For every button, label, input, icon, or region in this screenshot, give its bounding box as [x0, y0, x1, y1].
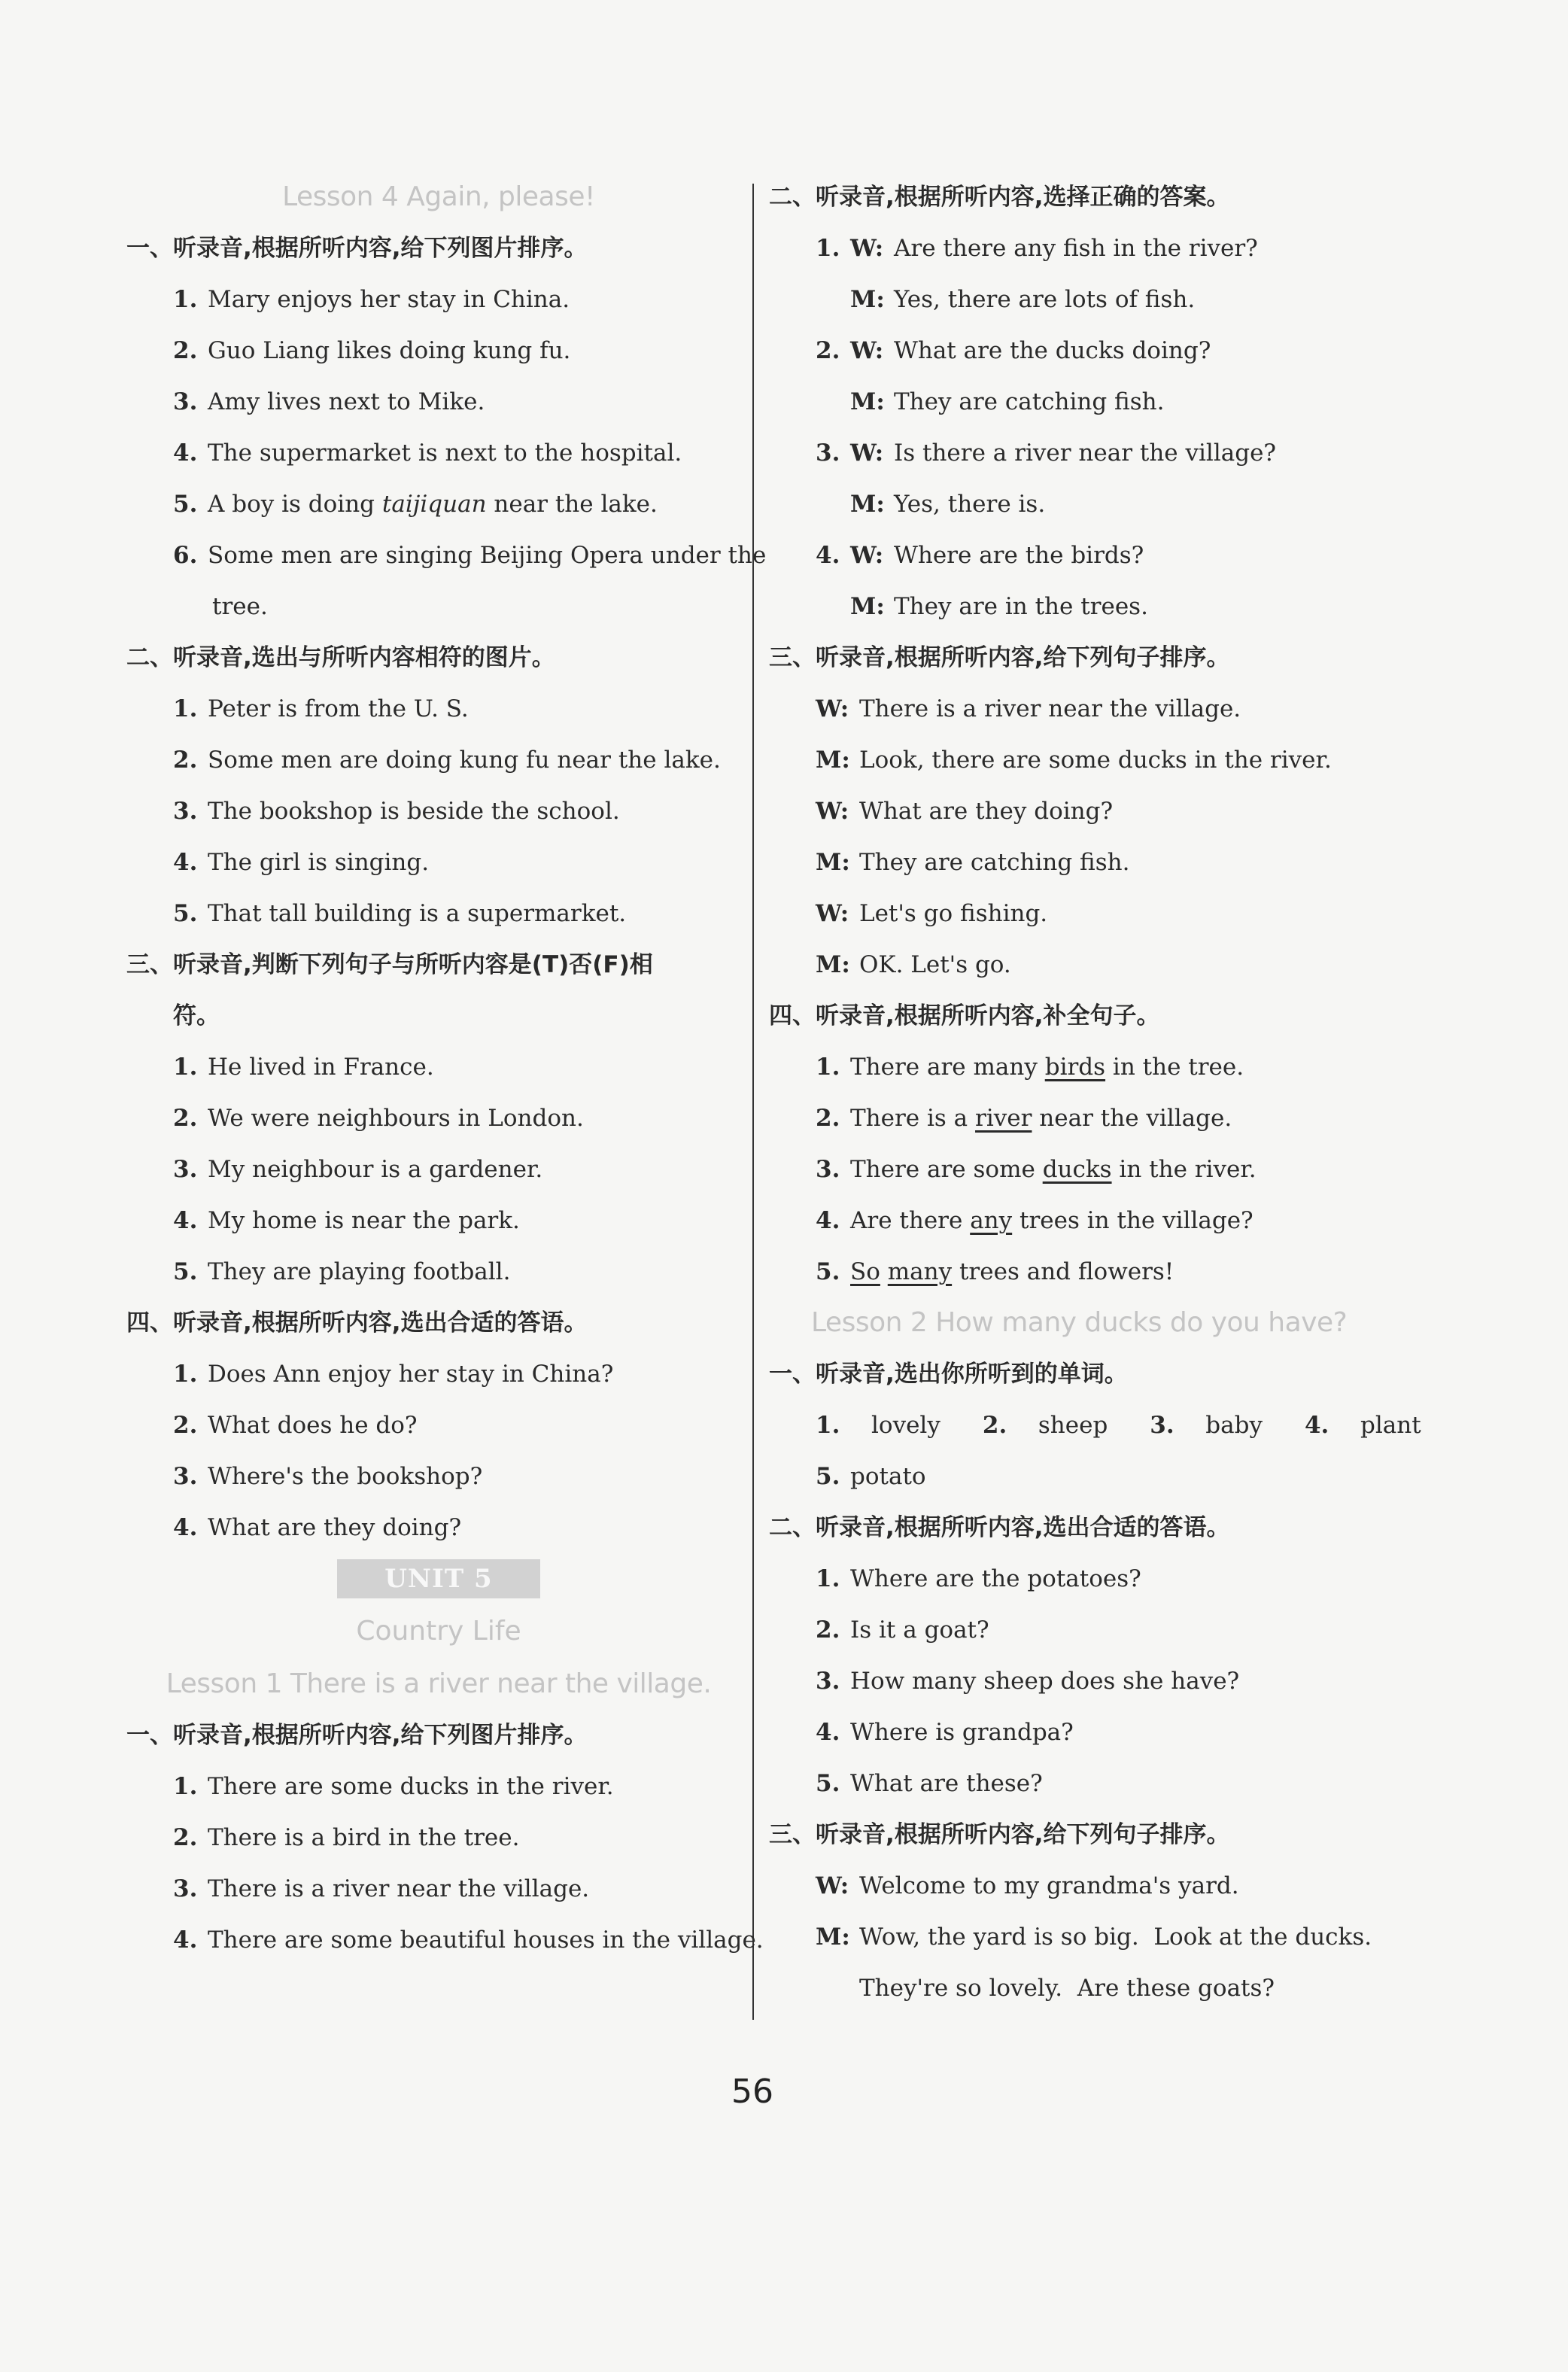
dialog-line: W: What are they doing? [816, 798, 1114, 825]
dialog-line: M: OK. Let's go. [816, 951, 1011, 978]
unit-banner [126, 1553, 751, 1604]
section-heading: 一、听录音,选出你所听到的单词。 [769, 1361, 1128, 1388]
dialog-line: M: They are catching fish. [816, 849, 1130, 876]
dialog-line: 4. W: Where are the birds? [816, 542, 1144, 569]
list-item: 5. They are playing football. [173, 1258, 511, 1285]
dialog-line: W: Welcome to my grandma's yard. [816, 1872, 1239, 1899]
left-column [126, 172, 767, 1966]
dialog-line: W: Let's go fishing. [816, 900, 1048, 927]
list-item: 2. Is it a goat? [816, 1616, 989, 1644]
word-list: 1. lovely 2. sheep 3. baby 4. plant [816, 1412, 1421, 1439]
lesson-title: Lesson 4 Again, please! [282, 181, 595, 212]
list-item: 3. My neighbour is a gardener. [173, 1156, 543, 1183]
list-item: 2. We were neighbours in London. [173, 1105, 584, 1132]
answer-word: any [970, 1207, 1013, 1234]
answer-word: birds [1044, 1054, 1106, 1081]
dialog-line: W: There is a river near the village. [816, 695, 1241, 722]
list-item: 2. There is a river near the village. [816, 1105, 1232, 1132]
dialog-line: M: They are catching fish. [850, 388, 1165, 415]
section-heading: 三、听录音,根据所听内容,给下列句子排序。 [769, 1821, 1230, 1848]
dialog-line: M: Wow, the yard is so big. Look at the ducks. [816, 1923, 1372, 1951]
list-item: 5. That tall building is a supermarket. [173, 900, 627, 927]
section-heading: 二、听录音,选出与所听内容相符的图片。 [126, 644, 555, 671]
dialog-line: M: Yes, there are lots of fish. [850, 286, 1196, 313]
list-item: 5. What are these? [816, 1770, 1043, 1797]
section-heading: 一、听录音,根据所听内容,给下列图片排序。 [126, 1722, 588, 1749]
list-item: 1. There are many birds in the tree. [816, 1054, 1244, 1081]
list-item: 2. Some men are doing kung fu near the lake. [173, 747, 721, 774]
list-item-continuation: tree. [212, 593, 268, 620]
dialog-line: M: Yes, there is. [850, 491, 1046, 518]
list-item: 1. Mary enjoys her stay in China. [173, 286, 570, 313]
list-item: 5. So many trees and flowers! [816, 1258, 1174, 1285]
answer-word: many [887, 1258, 953, 1285]
list-item: 3. How many sheep does she have? [816, 1668, 1240, 1695]
unit-label: UNIT 5 [337, 1559, 540, 1598]
right-column [769, 172, 1421, 2014]
list-item: 4. There are some beautiful houses in the village. [173, 1926, 764, 1954]
section-heading-continuation: 符。 [173, 1002, 220, 1029]
answer-word: ducks [1042, 1156, 1112, 1183]
list-item: 6. Some men are singing Beijing Opera under the [173, 542, 767, 569]
dialog-line: M: Look, there are some ducks in the river. [816, 747, 1332, 774]
list-item: 1. Peter is from the U. S. [173, 695, 469, 722]
lesson-title: Lesson 2 How many ducks do you have? [811, 1307, 1348, 1338]
list-item: 1. Where are the potatoes? [816, 1565, 1141, 1592]
list-item: 5. potato [816, 1463, 926, 1490]
list-item: 5. A boy is doing taijiquan near the lake. [173, 491, 658, 518]
lesson-title: Lesson 1 There is a river near the village. [166, 1668, 712, 1699]
list-item: 4. Where is grandpa? [816, 1719, 1074, 1746]
section-heading: 二、听录音,根据所听内容,选出合适的答语。 [769, 1514, 1230, 1541]
list-item: 3. There are some ducks in the river. [816, 1156, 1257, 1183]
list-item: 4. The supermarket is next to the hospital. [173, 439, 682, 467]
dialog-line: M: They are in the trees. [850, 593, 1148, 620]
section-heading: 三、听录音,根据所听内容,给下列句子排序。 [769, 644, 1230, 671]
unit-subtitle: Country Life [356, 1616, 521, 1647]
section-heading: 四、听录音,根据所听内容,补全句子。 [769, 1002, 1160, 1029]
answer-word: So [850, 1258, 880, 1285]
section-heading: 二、听录音,根据所听内容,选择正确的答案。 [769, 184, 1230, 211]
list-item: 2. What does he do? [173, 1412, 418, 1439]
section-heading: 三、听录音,判断下列句子与所听内容是(T)否(F)相 [126, 951, 653, 978]
answer-word: river [975, 1105, 1032, 1132]
list-item: 2. Guo Liang likes doing kung fu. [173, 337, 571, 364]
dialog-line: 1. W: Are there any fish in the river? [816, 235, 1258, 262]
list-item: 1. He lived in France. [173, 1054, 434, 1081]
list-item: 1. There are some ducks in the river. [173, 1773, 614, 1800]
list-item: 3. There is a river near the village. [173, 1875, 590, 1902]
list-item: 4. Are there any trees in the village? [816, 1207, 1253, 1234]
list-item: 4. My home is near the park. [173, 1207, 520, 1234]
list-item: 4. What are they doing? [173, 1514, 462, 1541]
list-item: 3. Amy lives next to Mike. [173, 388, 485, 415]
list-item: 3. Where's the bookshop? [173, 1463, 483, 1490]
dialog-line: 2. W: What are the ducks doing? [816, 337, 1211, 364]
dialog-line-continuation: They're so lovely. Are these goats? [859, 1975, 1275, 2002]
section-heading: 四、听录音,根据所听内容,选出合适的答语。 [126, 1309, 588, 1337]
list-item: 3. The bookshop is beside the school. [173, 798, 620, 825]
list-item: 1. Does Ann enjoy her stay in China? [173, 1361, 614, 1388]
column-divider [752, 184, 754, 2020]
dialog-line: 3. W: Is there a river near the village? [816, 439, 1277, 467]
list-item: 4. The girl is singing. [173, 849, 430, 876]
list-item: 2. There is a bird in the tree. [173, 1824, 520, 1851]
section-heading: 一、听录音,根据所听内容,给下列图片排序。 [126, 235, 588, 262]
page-number: 56 [731, 2072, 773, 2111]
